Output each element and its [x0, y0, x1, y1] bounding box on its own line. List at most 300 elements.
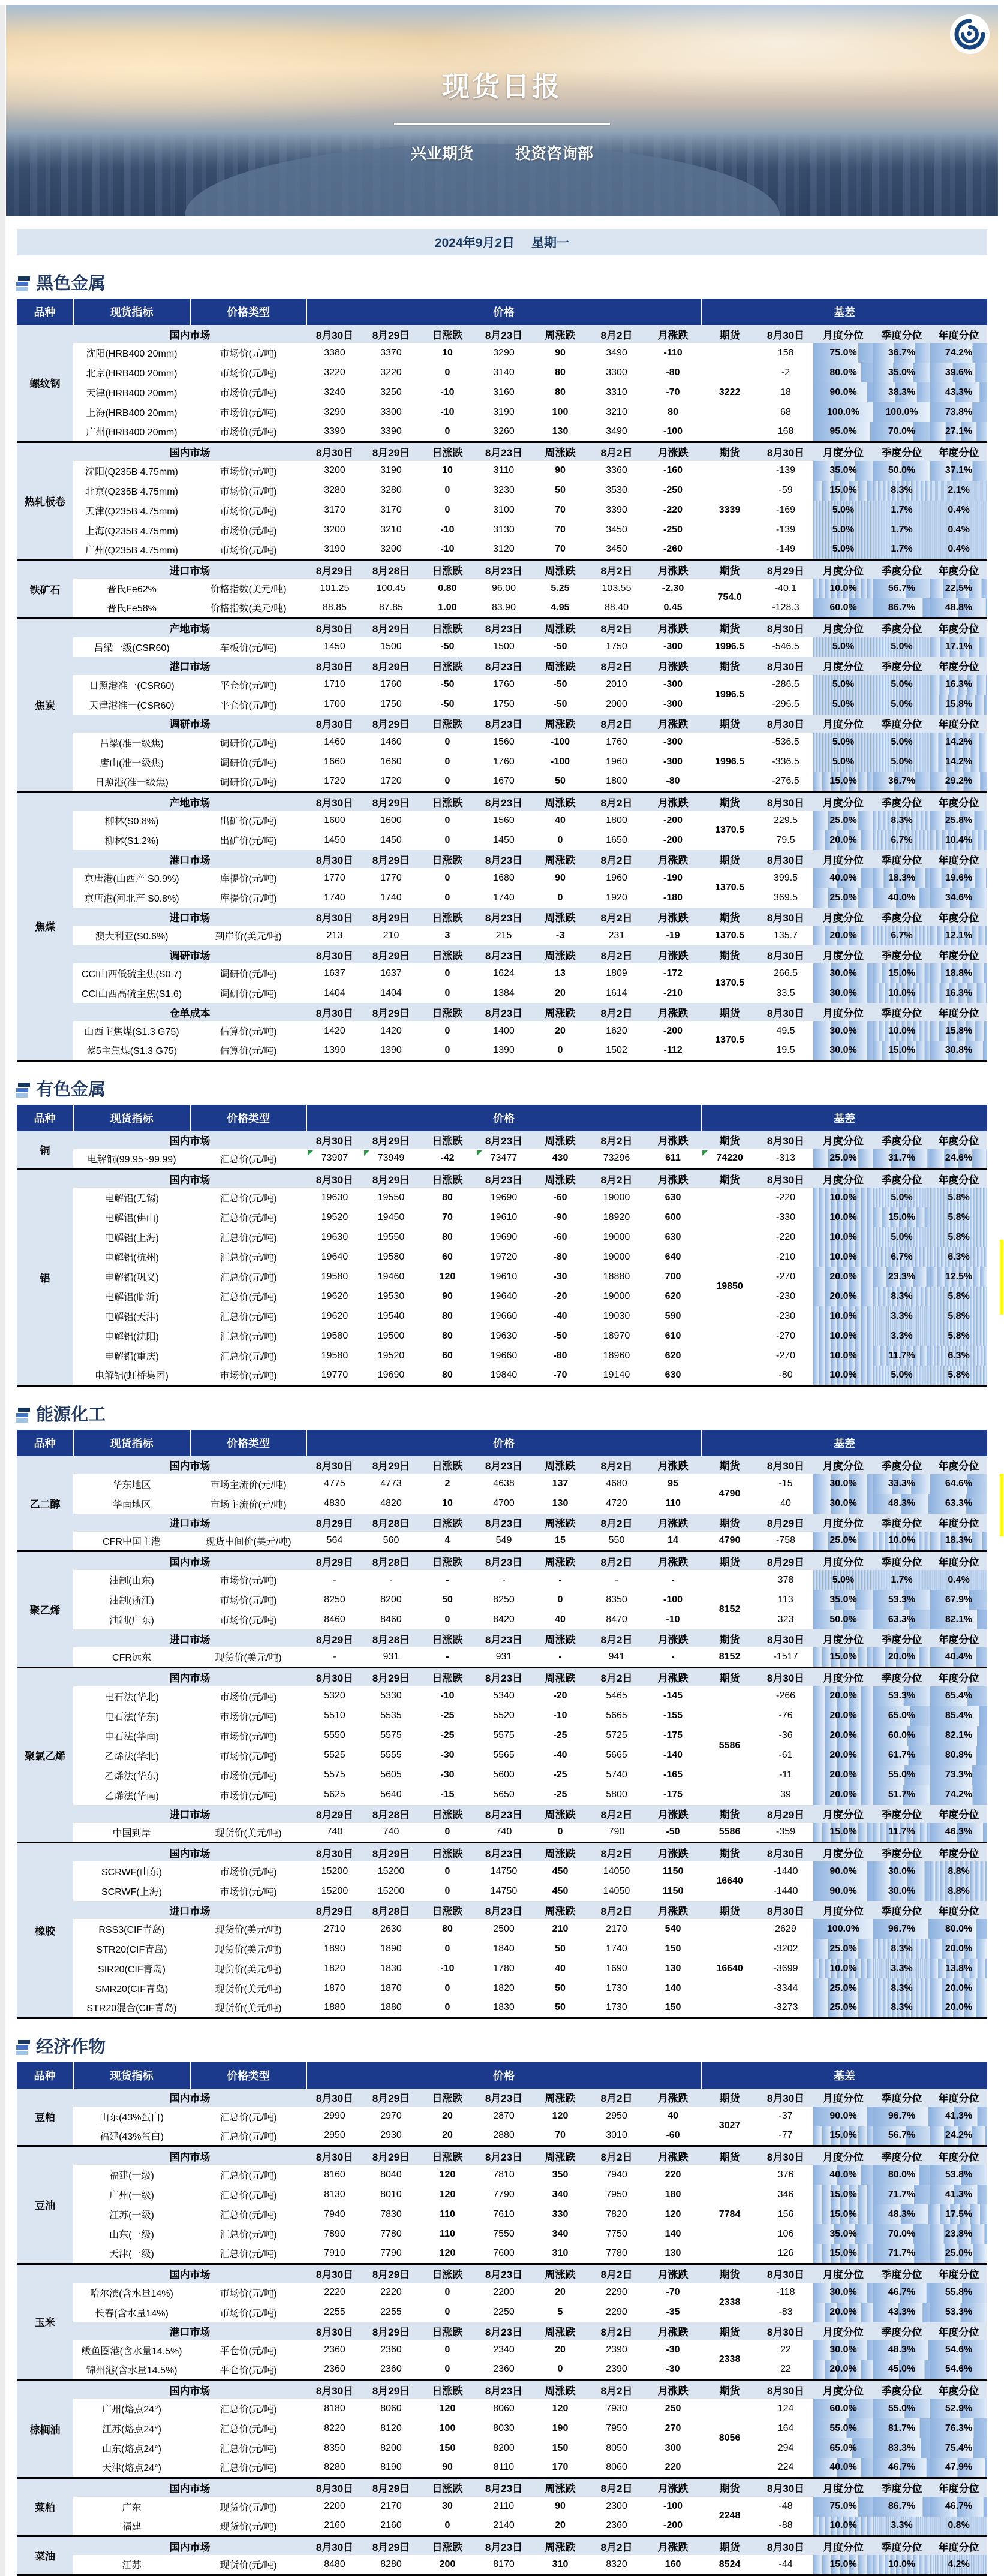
indicator-name: 吕梁(准一级焦) — [73, 733, 190, 752]
basis-value: 22 — [758, 2340, 813, 2360]
subcolumn-header: 8月29日 — [758, 1805, 813, 1823]
basis-value: 156 — [758, 2204, 813, 2224]
section-title-text: 有色金属 — [36, 1080, 106, 1099]
percentile-value: 63.3% — [930, 1494, 987, 1514]
price-value: 1880 — [363, 1998, 419, 2018]
price-value: 2290 — [588, 2283, 645, 2303]
change-value: -300 — [645, 752, 701, 772]
price-type: 汇总价(元/吨) — [190, 1287, 306, 1306]
change-value: 620 — [645, 1287, 701, 1306]
percentile-value: 30.0% — [873, 1861, 930, 1881]
change-value: 540 — [645, 1919, 701, 1939]
price-value: 19460 — [363, 1267, 419, 1287]
subcolumn-header: 日涨跌 — [419, 2536, 476, 2556]
percentile-value: 46.7% — [873, 2458, 930, 2478]
subcolumn-header: 期货 — [701, 2536, 758, 2556]
price-value: 7610 — [476, 2204, 532, 2224]
basis-value: -330 — [758, 1207, 813, 1227]
price-value: 2360 — [363, 2360, 419, 2380]
indicator-name: 山西主焦煤(S1.3 G75) — [73, 1021, 190, 1041]
percentile-value: 25.0% — [813, 1939, 873, 1959]
basis-value: -286.5 — [758, 675, 813, 695]
subcolumn-header: 日涨跌 — [419, 792, 476, 811]
change-value: 0 — [532, 2360, 588, 2380]
change-value: -10 — [419, 1686, 476, 1706]
subcolumn-header: 年度分位 — [930, 618, 987, 637]
change-value: 10 — [419, 461, 476, 481]
price-value: 2990 — [306, 2107, 363, 2126]
change-value: 20 — [532, 2283, 588, 2303]
percentile-value: 5.8% — [930, 1326, 987, 1346]
change-value: 90 — [532, 343, 588, 363]
subcolumn-header: 日涨跌 — [419, 442, 476, 461]
percentile-value: 5.8% — [930, 1188, 987, 1207]
price-value: 1800 — [588, 772, 645, 792]
price-value: 2360 — [476, 2360, 532, 2380]
indicator-name: 电解铝(杭州) — [73, 1247, 190, 1267]
percentile-value: 25.0% — [813, 1149, 873, 1169]
indicator-name: 京唐港(山西产 S0.9%) — [73, 868, 190, 888]
percentile-value: 40.0% — [813, 868, 873, 888]
price-value: 740 — [363, 1823, 419, 1843]
subcolumn-header: 季度分位 — [873, 442, 930, 461]
price-value: 1870 — [306, 1978, 363, 1998]
subcolumn-header: 月涨跌 — [645, 2380, 701, 2399]
price-value: 5665 — [588, 1746, 645, 1765]
price-type: 汇总价(元/吨) — [190, 1247, 306, 1267]
subcolumn-header: 周涨跌 — [532, 2536, 588, 2556]
change-value: 180 — [645, 2185, 701, 2204]
subcolumn-header: 8月29日 — [363, 715, 419, 733]
price-value: 1740 — [476, 888, 532, 908]
subcolumn-header: 8月30日 — [758, 2146, 813, 2165]
price-value: 3280 — [363, 481, 419, 501]
price-value: 8050 — [588, 2438, 645, 2458]
change-value: -200 — [645, 2517, 701, 2536]
change-value: 50 — [532, 481, 588, 501]
indicator-name: 沈阳(Q235B 4.75mm) — [73, 461, 190, 481]
subcolumn-header: 日涨跌 — [419, 1003, 476, 1021]
change-value: -30 — [645, 2340, 701, 2360]
change-value: 300 — [645, 2438, 701, 2458]
price-value: 19540 — [363, 1306, 419, 1326]
percentile-value: 53.3% — [873, 1590, 930, 1610]
price-type: 价格指数(美元/吨) — [190, 598, 306, 618]
percentile-value: 67.9% — [930, 1590, 987, 1610]
percentile-value: 27.1% — [930, 422, 987, 442]
price-value: 3120 — [476, 540, 532, 560]
subcolumn-header: 8月29日 — [363, 2146, 419, 2165]
highlight-strip — [1000, 1240, 1003, 1315]
change-value: - — [645, 1570, 701, 1590]
price-type: 价格指数(美元/吨) — [190, 579, 306, 598]
price-value: 1820 — [306, 1959, 363, 1978]
indicator-name: 江苏(熔点24°) — [73, 2418, 190, 2438]
date-bar — [17, 229, 987, 255]
change-value: 0 — [532, 1041, 588, 1060]
price-value: 5625 — [306, 1785, 363, 1805]
subcolumn-header: 8月23日 — [476, 908, 532, 926]
percentile-value: 10.0% — [813, 1366, 873, 1385]
change-value: -100 — [645, 422, 701, 442]
percentile-value: 40.0% — [873, 888, 930, 908]
change-value: 15 — [532, 1532, 588, 1551]
percentile-value: 6.7% — [873, 830, 930, 850]
futures-price — [701, 1978, 758, 1998]
percentile-value: 30.0% — [813, 1041, 873, 1060]
column-header: 价格 — [306, 1105, 701, 1131]
change-value: 611 — [645, 1149, 701, 1169]
subcolumn-header: 月度分位 — [813, 2478, 873, 2497]
change-value: 0 — [419, 1978, 476, 1998]
basis-value: -40.1 — [758, 579, 813, 598]
subcolumn-header: 季度分位 — [873, 657, 930, 675]
subcolumn-header: 8月29日 — [363, 2478, 419, 2497]
percentile-value: 6.7% — [873, 1247, 930, 1267]
percentile-value: 16.3% — [930, 675, 987, 695]
price-type: 汇总价(元/吨) — [190, 2399, 306, 2418]
price-value: 19140 — [588, 1366, 645, 1385]
basis-value: 68 — [758, 402, 813, 422]
futures-price — [701, 1939, 758, 1959]
percentile-value: 2.1% — [930, 481, 987, 501]
percentile-value: 5.0% — [873, 1227, 930, 1247]
subcolumn-header: 8月29日 — [363, 2322, 419, 2340]
percentile-value: 15.8% — [930, 1021, 987, 1041]
subcolumn-header: 8月30日 — [306, 2264, 363, 2283]
price-value: 2970 — [363, 2107, 419, 2126]
change-value: 70 — [419, 1207, 476, 1227]
change-value: 150 — [419, 2438, 476, 2458]
section-title-能源化工 — [16, 1400, 1004, 1424]
price-value: 4700 — [476, 1494, 532, 1514]
price-table-黑色金属 — [17, 299, 987, 1062]
subcolumn-header: 季度分位 — [873, 1843, 930, 1862]
variety-label: 螺纹钢 — [17, 325, 73, 442]
change-value: 50 — [419, 1590, 476, 1610]
change-value: 190 — [532, 2418, 588, 2438]
percentile-value: 0.4% — [930, 540, 987, 560]
price-value: 2000 — [588, 695, 645, 715]
subcolumn-header: 8月29日 — [363, 1843, 419, 1862]
subcolumn-header: 8月23日 — [476, 325, 532, 343]
price-value: 1800 — [588, 811, 645, 830]
subcolumn-header: 月涨跌 — [645, 1003, 701, 1021]
price-value: 2340 — [476, 2340, 532, 2360]
subcolumn-header: 8月29日 — [306, 560, 363, 579]
percentile-value: 80.8% — [930, 1746, 987, 1765]
indicator-name: 山东(43%蛋白) — [73, 2107, 190, 2126]
price-value: 88.85 — [306, 598, 363, 618]
change-value: -50 — [532, 1326, 588, 1346]
subcolumn-header: 年度分位 — [930, 2322, 987, 2340]
price-value: 18970 — [588, 1326, 645, 1346]
subcolumn-header: 周涨跌 — [532, 792, 588, 811]
subcolumn-header: 年度分位 — [930, 1843, 987, 1862]
report-page — [0, 5, 1004, 2576]
subcolumn-header: 期货 — [701, 618, 758, 637]
percentile-value: 25.0% — [813, 1532, 873, 1551]
price-value: 2200 — [476, 2283, 532, 2303]
price-value: 5725 — [588, 1726, 645, 1746]
price-value: 8220 — [306, 2418, 363, 2438]
change-value: -260 — [645, 540, 701, 560]
subcolumn-header: 8月2日 — [588, 945, 645, 963]
change-value: -300 — [645, 637, 701, 657]
subcolumn-header: 8月23日 — [476, 1456, 532, 1474]
subcolumn-header: 年度分位 — [930, 945, 987, 963]
price-value: 19030 — [588, 1306, 645, 1326]
subcolumn-header: 周涨跌 — [532, 1805, 588, 1823]
subcolumn-header: 8月30日 — [758, 1901, 813, 1919]
indicator-name: 长春(含水量14%) — [73, 2303, 190, 2322]
price-value: 1460 — [363, 733, 419, 752]
subcolumn-header: 周涨跌 — [532, 1169, 588, 1188]
subcolumn-header: 8月30日 — [758, 715, 813, 733]
subcolumn-header: 8月2日 — [588, 1551, 645, 1571]
indicator-name: 福建(一级) — [73, 2165, 190, 2185]
subcolumn-header: 月涨跌 — [645, 657, 701, 675]
percentile-value: 20.0% — [813, 2360, 873, 2380]
price-value: 5555 — [363, 1746, 419, 1765]
price-value: 3450 — [588, 540, 645, 560]
market-label: 国内市场 — [73, 325, 306, 343]
price-value: 8010 — [363, 2185, 419, 2204]
basis-value: -88 — [758, 2517, 813, 2536]
change-value: 110 — [645, 1494, 701, 1514]
price-value: 4720 — [588, 1494, 645, 1514]
percentile-value: 43.3% — [930, 382, 987, 402]
price-value: 7940 — [306, 2204, 363, 2224]
basis-value: -80 — [758, 1366, 813, 1385]
subcolumn-header: 周涨跌 — [532, 2380, 588, 2399]
percentile-value: 48.3% — [873, 1494, 930, 1514]
percentile-value: 51.7% — [873, 1785, 930, 1805]
percentile-value: 5.0% — [873, 752, 930, 772]
subcolumn-header: 月度分位 — [813, 1003, 873, 1021]
price-value: 2170 — [363, 2497, 419, 2517]
change-value: 600 — [645, 1207, 701, 1227]
change-value: 110 — [419, 2204, 476, 2224]
subcolumn-header: 日涨跌 — [419, 2478, 476, 2497]
subcolumn-header: 月涨跌 — [645, 2322, 701, 2340]
change-value: -60 — [532, 1188, 588, 1207]
subcolumn-header: 期货 — [701, 2264, 758, 2283]
percentile-value: 56.7% — [873, 579, 930, 598]
subcolumn-header: 8月2日 — [588, 2089, 645, 2107]
price-value: 2160 — [363, 2517, 419, 2536]
futures-price — [701, 1570, 758, 1590]
percentile-value: 5.0% — [813, 752, 873, 772]
market-label: 进口市场 — [73, 1805, 306, 1823]
percentile-value: 18.8% — [930, 963, 987, 983]
change-value: 330 — [532, 2204, 588, 2224]
subcolumn-header: 月度分位 — [813, 945, 873, 963]
subcolumn-header: 8月30日 — [306, 715, 363, 733]
price-value: 3190 — [476, 402, 532, 422]
price-value: 3200 — [363, 540, 419, 560]
price-value: 83.90 — [476, 598, 532, 618]
subcolumn-header: 季度分位 — [873, 560, 930, 579]
price-value: 3220 — [306, 363, 363, 382]
indicator-name: SCRWF(山东) — [73, 1861, 190, 1881]
price-value: 8190 — [363, 2458, 419, 2478]
price-value: 2360 — [588, 2517, 645, 2536]
price-value: 19770 — [306, 1366, 363, 1385]
change-value: -25 — [532, 1785, 588, 1805]
percentile-value: 20.0% — [813, 1686, 873, 1706]
price-value: 19000 — [588, 1227, 645, 1247]
subcolumn-header: 期货 — [701, 657, 758, 675]
report-weekday: 星期一 — [531, 236, 570, 250]
subcolumn-header: 周涨跌 — [532, 2478, 588, 2497]
subcolumn-header: 8月23日 — [476, 1551, 532, 1571]
change-value: -300 — [645, 733, 701, 752]
percentile-value: 8.8% — [930, 1861, 987, 1881]
price-value: 3380 — [306, 343, 363, 363]
percentile-value: 0.4% — [930, 520, 987, 540]
futures-price — [701, 2399, 758, 2418]
subcolumn-header: 月度分位 — [813, 1843, 873, 1862]
percentile-value: 30.0% — [813, 1021, 873, 1041]
column-header: 价格 — [306, 299, 701, 325]
price-value: 1390 — [363, 1041, 419, 1060]
price-value: 4773 — [363, 1474, 419, 1494]
subcolumn-header: 8月23日 — [476, 2478, 532, 2497]
change-value: -3 — [532, 926, 588, 945]
price-value: 1502 — [588, 1041, 645, 1060]
price-type: 市场价(元/吨) — [190, 1726, 306, 1746]
price-value: 2390 — [588, 2360, 645, 2380]
subcolumn-header: 8月23日 — [476, 560, 532, 579]
subcolumn-header: 月涨跌 — [645, 325, 701, 343]
price-value: 7750 — [588, 2224, 645, 2244]
price-type: 市场价(元/吨) — [190, 481, 306, 501]
percentile-value: 15.8% — [930, 695, 987, 715]
subcolumn-header: 月涨跌 — [645, 1667, 701, 1686]
price-value: - — [588, 1570, 645, 1590]
subcolumn-header: 期货 — [701, 945, 758, 963]
subcolumn-header: 周涨跌 — [532, 325, 588, 343]
percentile-value: 10.0% — [813, 1247, 873, 1267]
basis-value: -2 — [758, 363, 813, 382]
change-value: 10 — [419, 343, 476, 363]
basis-value: -1440 — [758, 1881, 813, 1901]
change-value: -50 — [532, 675, 588, 695]
subcolumn-header: 年度分位 — [930, 1551, 987, 1571]
price-value: 19520 — [363, 1346, 419, 1366]
futures-price: 3339 — [701, 501, 758, 520]
change-value: 0 — [419, 1861, 476, 1881]
subcolumn-header: 月度分位 — [813, 1514, 873, 1532]
percentile-value: 0.8% — [930, 2517, 987, 2536]
percentile-value: 10.0% — [873, 1532, 930, 1551]
change-value: 50 — [532, 1939, 588, 1959]
indicator-name: SMR20(CIF青岛) — [73, 1978, 190, 1998]
subcolumn-header: 8月29日 — [363, 2536, 419, 2556]
price-value: 5600 — [476, 1765, 532, 1785]
percentile-value: 5.0% — [873, 1366, 930, 1385]
change-value: - — [532, 1570, 588, 1590]
percentile-value: 53.3% — [930, 2303, 987, 2322]
change-value: 250 — [645, 2399, 701, 2418]
subcolumn-header: 8月29日 — [363, 1667, 419, 1686]
percentile-value: 61.7% — [873, 1746, 930, 1765]
percentile-value: 25.0% — [813, 888, 873, 908]
basis-value: -36 — [758, 1726, 813, 1746]
subcolumn-header: 8月23日 — [476, 792, 532, 811]
indicator-name: 吕梁一级(CSR60) — [73, 637, 190, 657]
change-value: 20 — [532, 1021, 588, 1041]
price-type: 市场价(元/吨) — [190, 520, 306, 540]
percentile-value: 15.0% — [813, 2204, 873, 2224]
subcolumn-header: 期货 — [701, 1551, 758, 1571]
change-value: 340 — [532, 2185, 588, 2204]
change-value: 0 — [532, 888, 588, 908]
percentile-value: 10.0% — [813, 2517, 873, 2536]
change-value: -40 — [532, 1306, 588, 1326]
report-title: 现货日报 — [442, 71, 562, 102]
percentile-value: 96.7% — [873, 1919, 930, 1939]
market-label: 国内市场 — [73, 1456, 306, 1474]
subcolumn-header: 季度分位 — [873, 2089, 930, 2107]
subcolumn-header: 8月23日 — [476, 1629, 532, 1647]
change-value: - — [645, 1647, 701, 1667]
subcolumn-header: 日涨跌 — [419, 1667, 476, 1686]
percentile-value: 8.3% — [873, 1287, 930, 1306]
subcolumn-header: 8月29日 — [363, 2264, 419, 2283]
subcolumn-header: 年度分位 — [930, 657, 987, 675]
change-value: -70 — [532, 1366, 588, 1385]
price-value: 3210 — [363, 520, 419, 540]
price-type: 汇总价(元/吨) — [190, 2458, 306, 2478]
subcolumn-header: 月涨跌 — [645, 1169, 701, 1188]
price-value: 19610 — [476, 1207, 532, 1227]
price-value: 19640 — [306, 1247, 363, 1267]
subcolumn-header: 8月30日 — [758, 2089, 813, 2107]
percentile-value: 1.7% — [873, 1570, 930, 1590]
percentile-value: 83.3% — [873, 2438, 930, 2458]
subcolumn-header: 8月23日 — [476, 1901, 532, 1919]
futures-price — [701, 520, 758, 540]
price-value: 73296 — [588, 1149, 645, 1169]
subcolumn-header: 8月29日 — [363, 325, 419, 343]
subcolumn-header: 月涨跌 — [645, 1805, 701, 1823]
price-type: 市场价(元/吨) — [190, 363, 306, 382]
price-value: 7780 — [588, 2244, 645, 2264]
change-value: 120 — [532, 2399, 588, 2418]
price-value: 1614 — [588, 983, 645, 1003]
percentile-value: 30.0% — [813, 1474, 873, 1494]
percentile-value: 10.0% — [813, 1188, 873, 1207]
change-value: -250 — [645, 481, 701, 501]
change-value: -200 — [645, 811, 701, 830]
price-type: 调研价(元/吨) — [190, 733, 306, 752]
change-value: 0 — [532, 1590, 588, 1610]
futures-price — [701, 772, 758, 792]
subcolumn-header: 季度分位 — [873, 1169, 930, 1188]
report-date: 2024年9月2日 — [434, 236, 515, 250]
subcolumn-header: 期货 — [701, 1456, 758, 1474]
price-value: 19550 — [363, 1227, 419, 1247]
subcolumn-header: 季度分位 — [873, 1131, 930, 1149]
subcolumn-header: 周涨跌 — [532, 1514, 588, 1532]
percentile-value: 55.0% — [873, 2399, 930, 2418]
indicator-name: 普氏Fe58% — [73, 598, 190, 618]
percentile-value: 5.0% — [813, 637, 873, 657]
price-value: 4820 — [363, 1494, 419, 1514]
price-value: 2220 — [306, 2283, 363, 2303]
